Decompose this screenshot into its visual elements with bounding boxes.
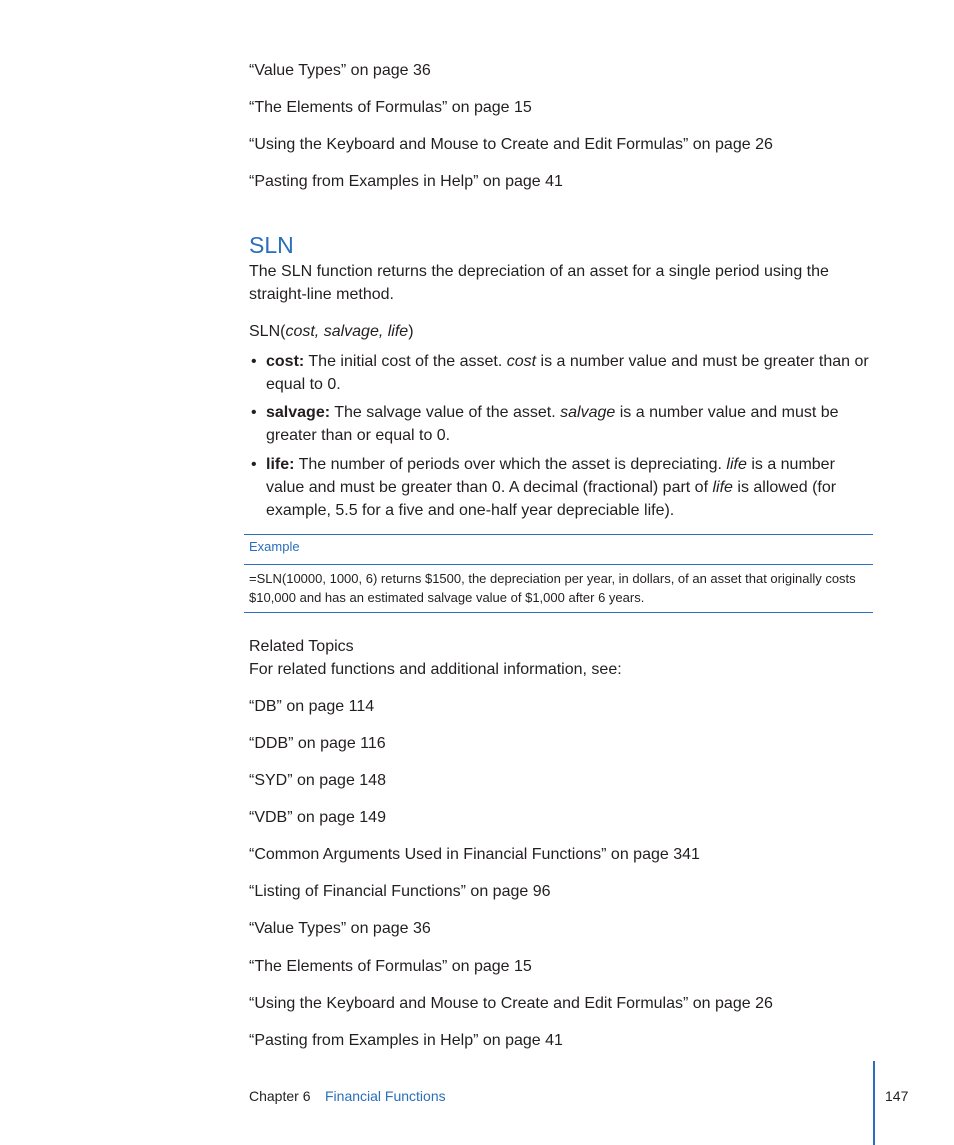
top-link-2[interactable]: “The Elements of Formulas” on page 15 [249,99,532,116]
syntax-line [249,320,414,343]
argument-description: The number of periods over which the asset is depreciating. [298,456,722,473]
related-heading: Related Topics [249,638,354,655]
top-link-1[interactable]: “Value Types” on page 36 [249,62,431,79]
syntax-arguments: cost, salvage, life [285,323,409,340]
example-bottom-rule [244,612,873,613]
argument-description-rest: is a number value and must be greater than or equal to 0. [266,353,869,393]
related-link-10[interactable]: “Pasting from Examples in Help” on page 41 [249,1032,563,1049]
related-link-2[interactable]: “DDB” on page 116 [249,735,386,752]
footer-section-title: Financial Functions [325,1088,446,1104]
argument-description: The salvage value of the asset. [334,404,556,421]
argument-italic: life [726,456,747,473]
related-link-5[interactable]: “Common Arguments Used in Financial Functions” on page 341 [249,846,700,863]
bullet-icon: • [251,456,257,473]
example-mid-rule [244,564,873,565]
argument-item-salvage [249,401,874,447]
bullet-icon: • [251,404,257,421]
related-intro: For related functions and additional information, see: [249,661,622,678]
argument-description-rest: is a number value and must be greater than 0. A decimal (fractional) part of [266,456,835,496]
page-number: 147 [885,1088,909,1104]
section-title: SLN [249,232,294,258]
argument-name: salvage: [266,404,331,421]
related-link-3[interactable]: “SYD” on page 148 [249,772,386,789]
argument-description-end: is allowed (for example, 5.5 for a five and one-half year depreciable life). [266,479,837,519]
argument-name: cost: [266,353,305,370]
argument-name: life: [266,456,295,473]
example-label: Example [249,539,300,554]
argument-italic-2: life [712,479,733,496]
argument-description-rest: is a number value and must be greater than or equal to 0. [266,404,839,444]
bullet-icon: • [251,353,257,370]
related-link-1[interactable]: “DB” on page 114 [249,698,375,715]
top-link-3[interactable]: “Using the Keyboard and Mouse to Create and Edit Formulas” on page 26 [249,136,773,153]
example-top-rule [244,534,873,535]
footer-chapter: Chapter 6 [249,1088,311,1104]
related-link-8[interactable]: “The Elements of Formulas” on page 15 [249,958,532,975]
related-link-6[interactable]: “Listing of Financial Functions” on page 96 [249,883,551,900]
syntax-function-name: SLN [249,323,281,340]
related-link-7[interactable]: “Value Types” on page 36 [249,920,431,937]
argument-item-life [249,453,874,522]
section-intro: The SLN function returns the depreciation of an asset for a single period using the straight-line method. [249,263,829,303]
argument-italic: cost [506,353,537,370]
syntax-open-paren: ( [280,323,286,340]
related-link-4[interactable]: “VDB” on page 149 [249,809,386,826]
syntax-close-paren: ) [408,323,414,340]
related-link-9[interactable]: “Using the Keyboard and Mouse to Create and Edit Formulas” on page 26 [249,995,773,1012]
argument-item-cost [249,350,874,396]
top-link-4[interactable]: “Pasting from Examples in Help” on page 41 [249,173,563,190]
argument-italic: salvage [560,404,616,421]
example-text: =SLN(10000, 1000, 6) returns $1500, the depreciation per year, in dollars, of an asset that originally costs $10,000 and has an estimated salvage value of $1,000 after 6 years. [249,571,856,605]
argument-description: The initial cost of the asset. [308,353,503,370]
footer-divider [873,1061,875,1145]
